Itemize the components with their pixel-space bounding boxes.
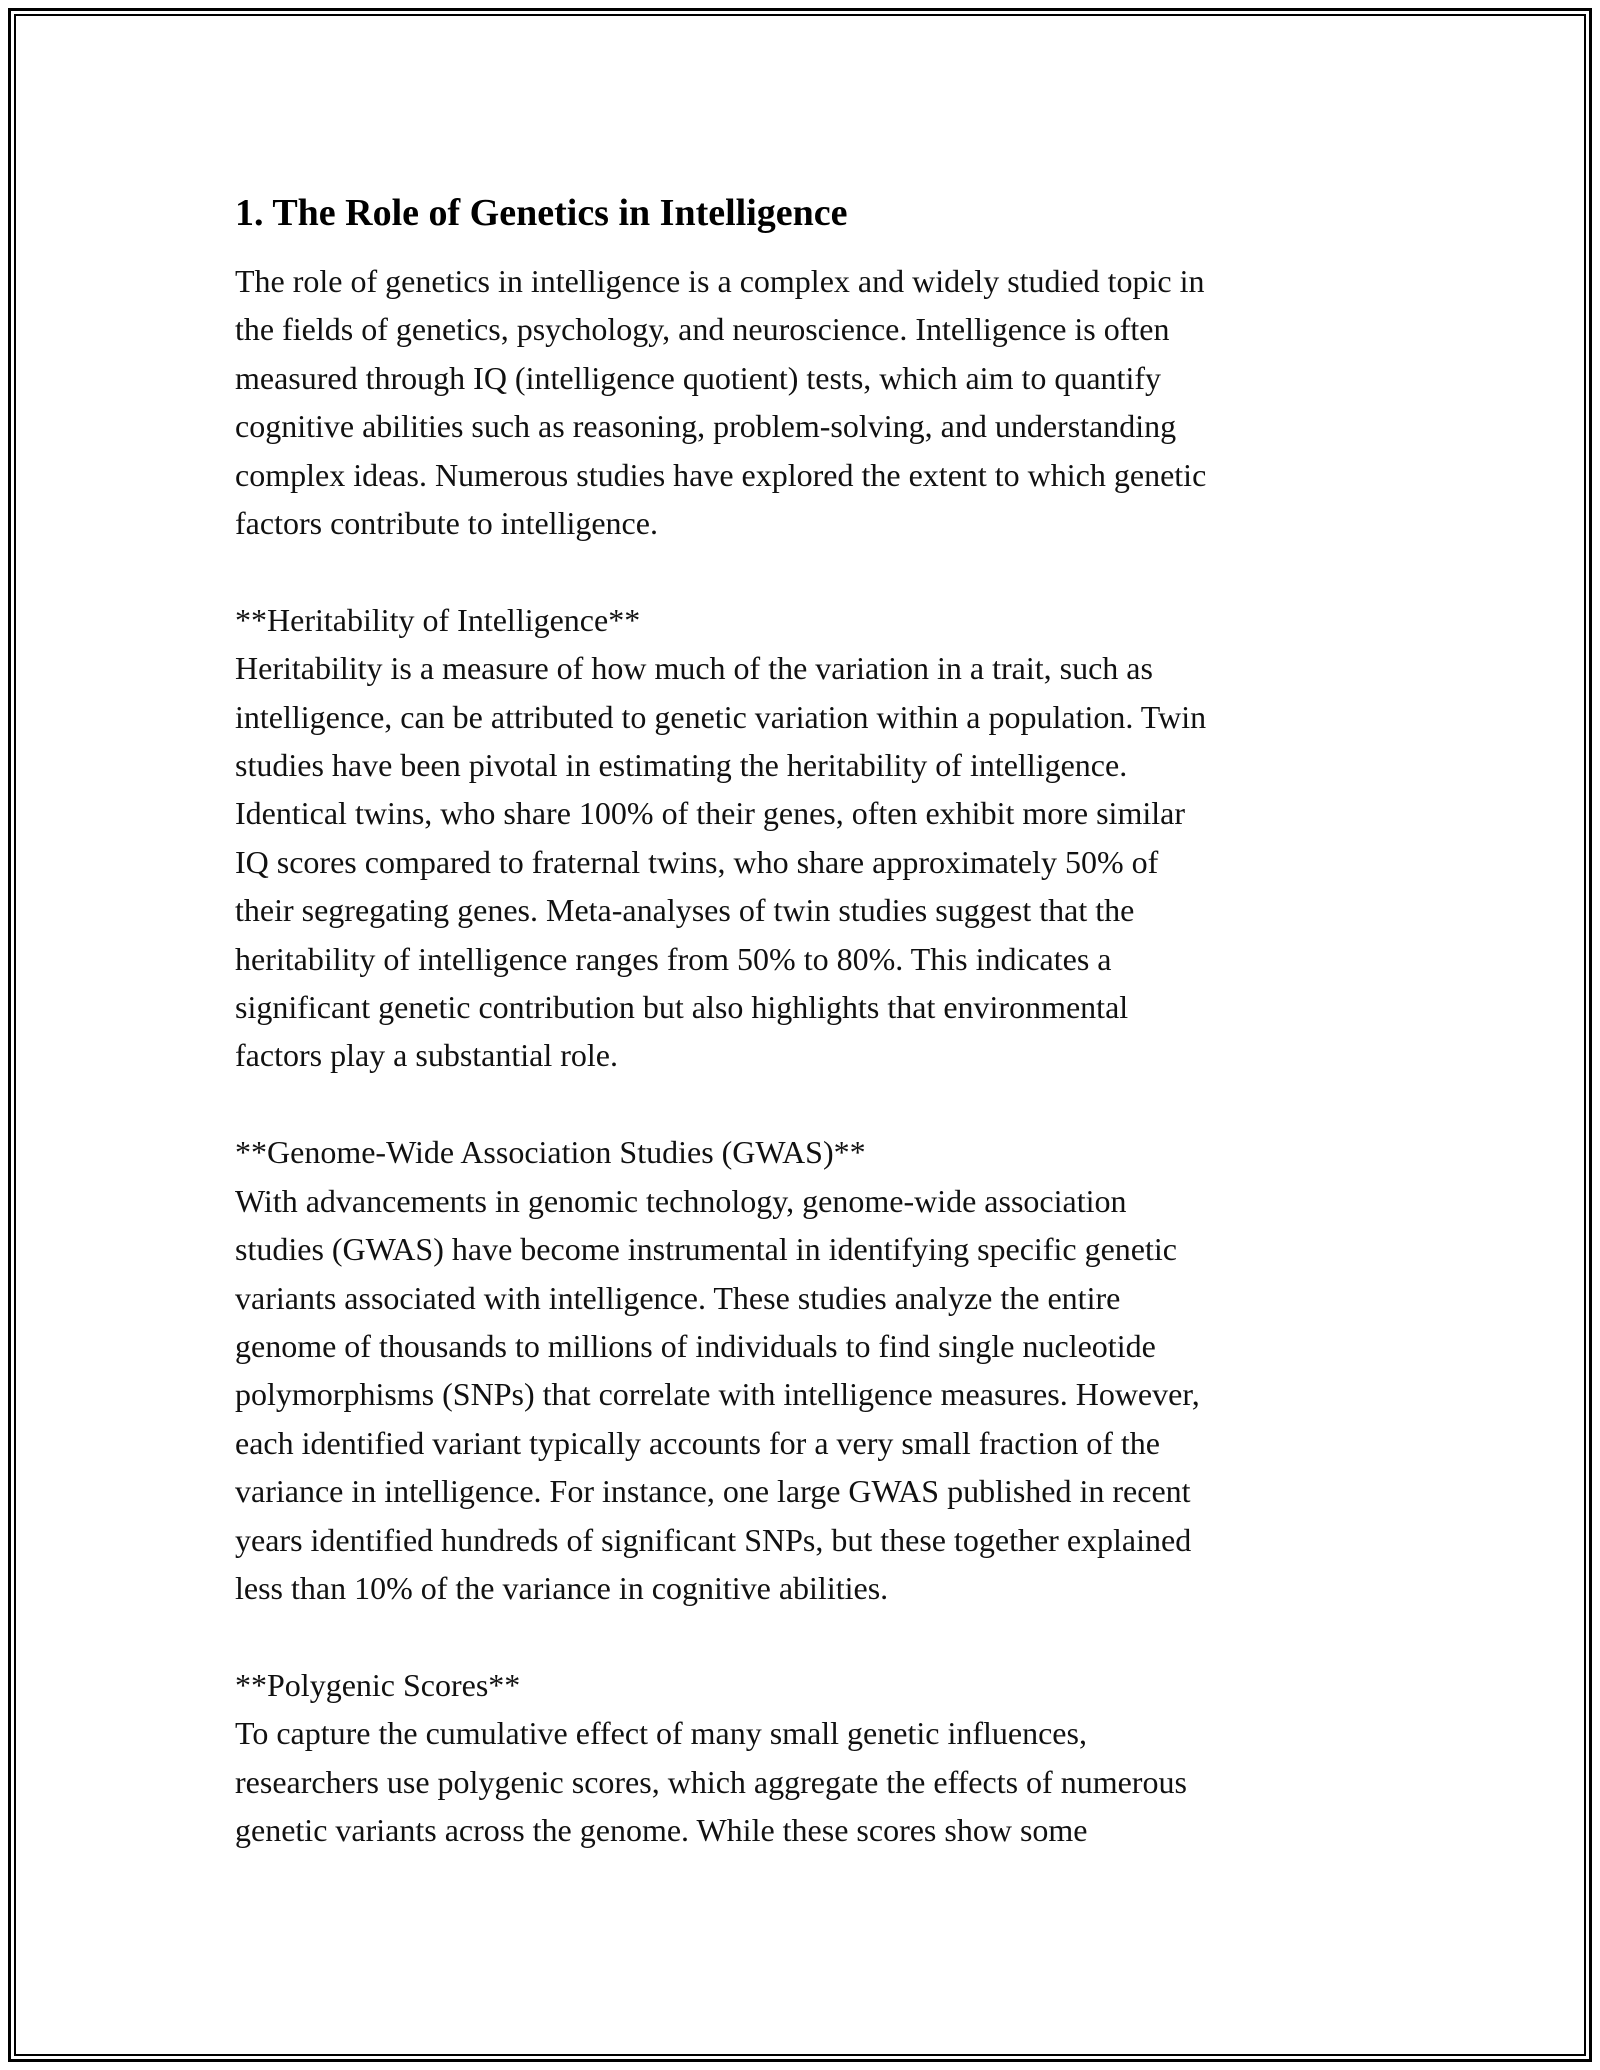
document-body	[235, 187, 1365, 1903]
section-title: 1. The Role of Genetics in Intelligence	[235, 192, 848, 234]
heritability-section	[235, 596, 1365, 1080]
intro-paragraph-block	[235, 257, 1365, 547]
heritability-heading: **Heritability of Intelligence**	[235, 601, 641, 638]
intro-paragraph: The role of genetics in intelligence is a complex and widely studied topic in the fields of genetics, psychology, and neuroscience. Intelligence is often measured through IQ (intelligence quotient) tests, which aim to quantify cognitive abilities such as reasoning, problem-solving, and understanding complex ideas. Numerous studies have explored the extent to which genetic factors contribute to intelligence.	[235, 263, 1207, 542]
gwas-paragraph: With advancements in genomic technology, genome-wide association studies (GWAS) have become instrumental in identifying specific genetic variants associated with intelligence. These studies analyze the entire genome of thousands to millions of individuals to find single nucleotide polymorphisms (SNPs) that correlate with intelligence measures. However, each identified variant typically accounts for a very small fraction of the variance in intelligence. For instance, one large GWAS published in recent years identified hundreds of significant SNPs, but these together explained less than 10% of the variance in cognitive abilities.	[235, 1182, 1200, 1606]
polygenic-paragraph: To capture the cumulative effect of many small genetic influences, researchers use polygenic scores, which aggregate the effects of numerous genetic variants across the genome. While these scores show some	[235, 1715, 1187, 1848]
gwas-section	[235, 1128, 1365, 1612]
heritability-paragraph: Heritability is a measure of how much of the variation in a trait, such as intelligence, can be attributed to genetic variation within a population. Twin studies have been pivotal in estimating the heritability of intelligence. Identical twins, who share 100% of their genes, often exhibit more similar IQ scores compared to fraternal twins, who share approximately 50% of their segregating genes. Meta-analyses of twin studies suggest that the heritability of intelligence ranges from 50% to 80%. This indicates a significant genetic contribution but also highlights that environmental factors play a substantial role.	[235, 650, 1207, 1074]
gwas-heading: **Genome-Wide Association Studies (GWAS)**	[235, 1134, 866, 1171]
polygenic-section	[235, 1661, 1365, 1855]
polygenic-heading: **Polygenic Scores**	[235, 1666, 521, 1703]
